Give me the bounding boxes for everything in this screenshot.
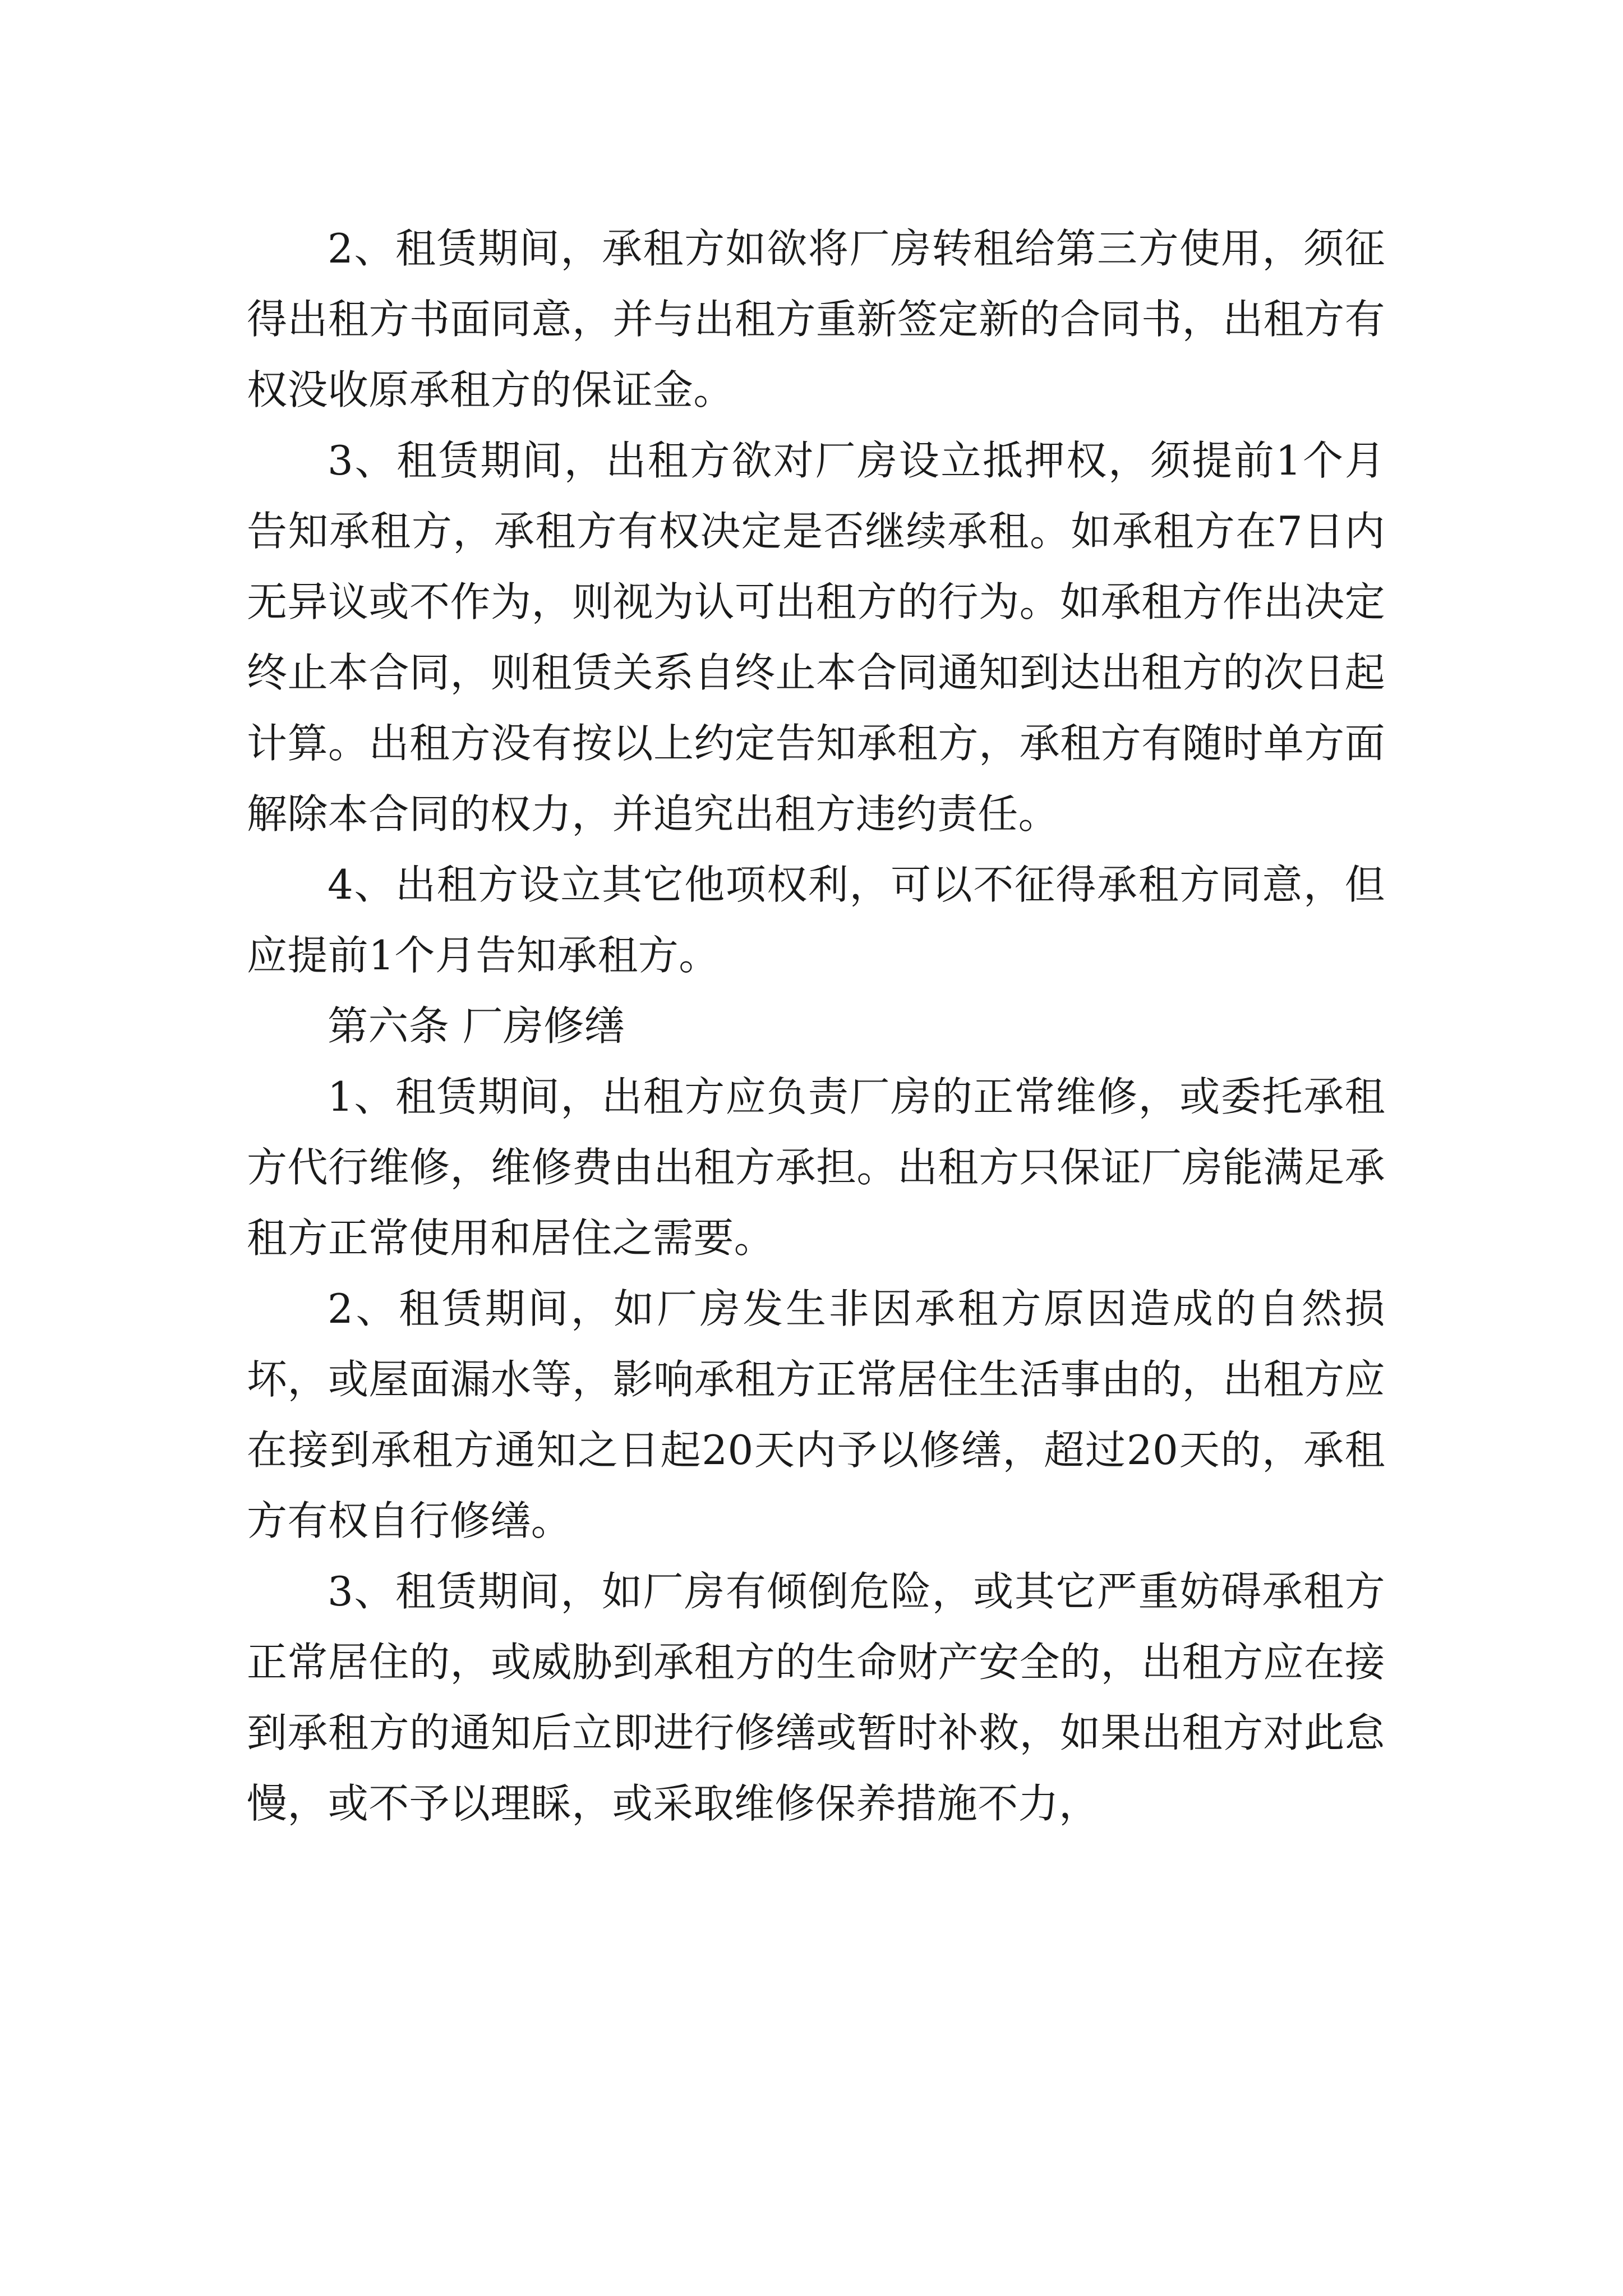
paragraph-clause-6-3: 3、租赁期间，如厂房有倾倒危险，或其它严重妨碍承租方正常居住的，或威胁到承租方的生命财产安全的，出租方应在接到承租方的通知后立即进行修缮或暂时补救，如果出租方对此怠慢，或不予以理睬，或采取维修保养措施不力， [247, 1568, 1385, 1827]
paragraph-clause-5-3: 3、租赁期间，出租方欲对厂房设立抵押权，须提前1个月告知承租方，承租方有权决定是否继续承租。如承租方在7日内无异议或不作为，则视为认可出租方的行为。如承租方作出决定终止本合同，则租赁关系自终止本合同通知到达出租方的次日起计算。出租方没有按以上约定告知承租方，承租方有随时单方面解除本合同的权力，并追究出租方违约责任。 [247, 437, 1385, 838]
section-heading-article-6: 第六条 厂房修缮 [328, 1002, 625, 1050]
paragraph-clause-5-2: 2、租赁期间，承租方如欲将厂房转租给第三方使用，须征得出租方书面同意，并与出租方重新签定新的合同书，出租方有权没收原承租方的保证金。 [247, 225, 1385, 413]
paragraph-clause-6-1: 1、租赁期间，出租方应负责厂房的正常维修，或委托承租方代行维修，维修费由出租方承担。出租方只保证厂房能满足承租方正常使用和居住之需要。 [247, 1073, 1385, 1262]
paragraph-clause-5-4: 4、出租方设立其它他项权利，可以不征得承租方同意，但应提前1个月告知承租方。 [247, 861, 1385, 979]
paragraph-clause-6-2: 2、租赁期间，如厂房发生非因承租方原因造成的自然损坏，或屋面漏水等，影响承租方正常居住生活事由的，出租方应在接到承租方通知之日起20天内予以修缮，超过20天的，承租方有权自行修缮。 [247, 1285, 1385, 1544]
document-body [247, 213, 1385, 1839]
